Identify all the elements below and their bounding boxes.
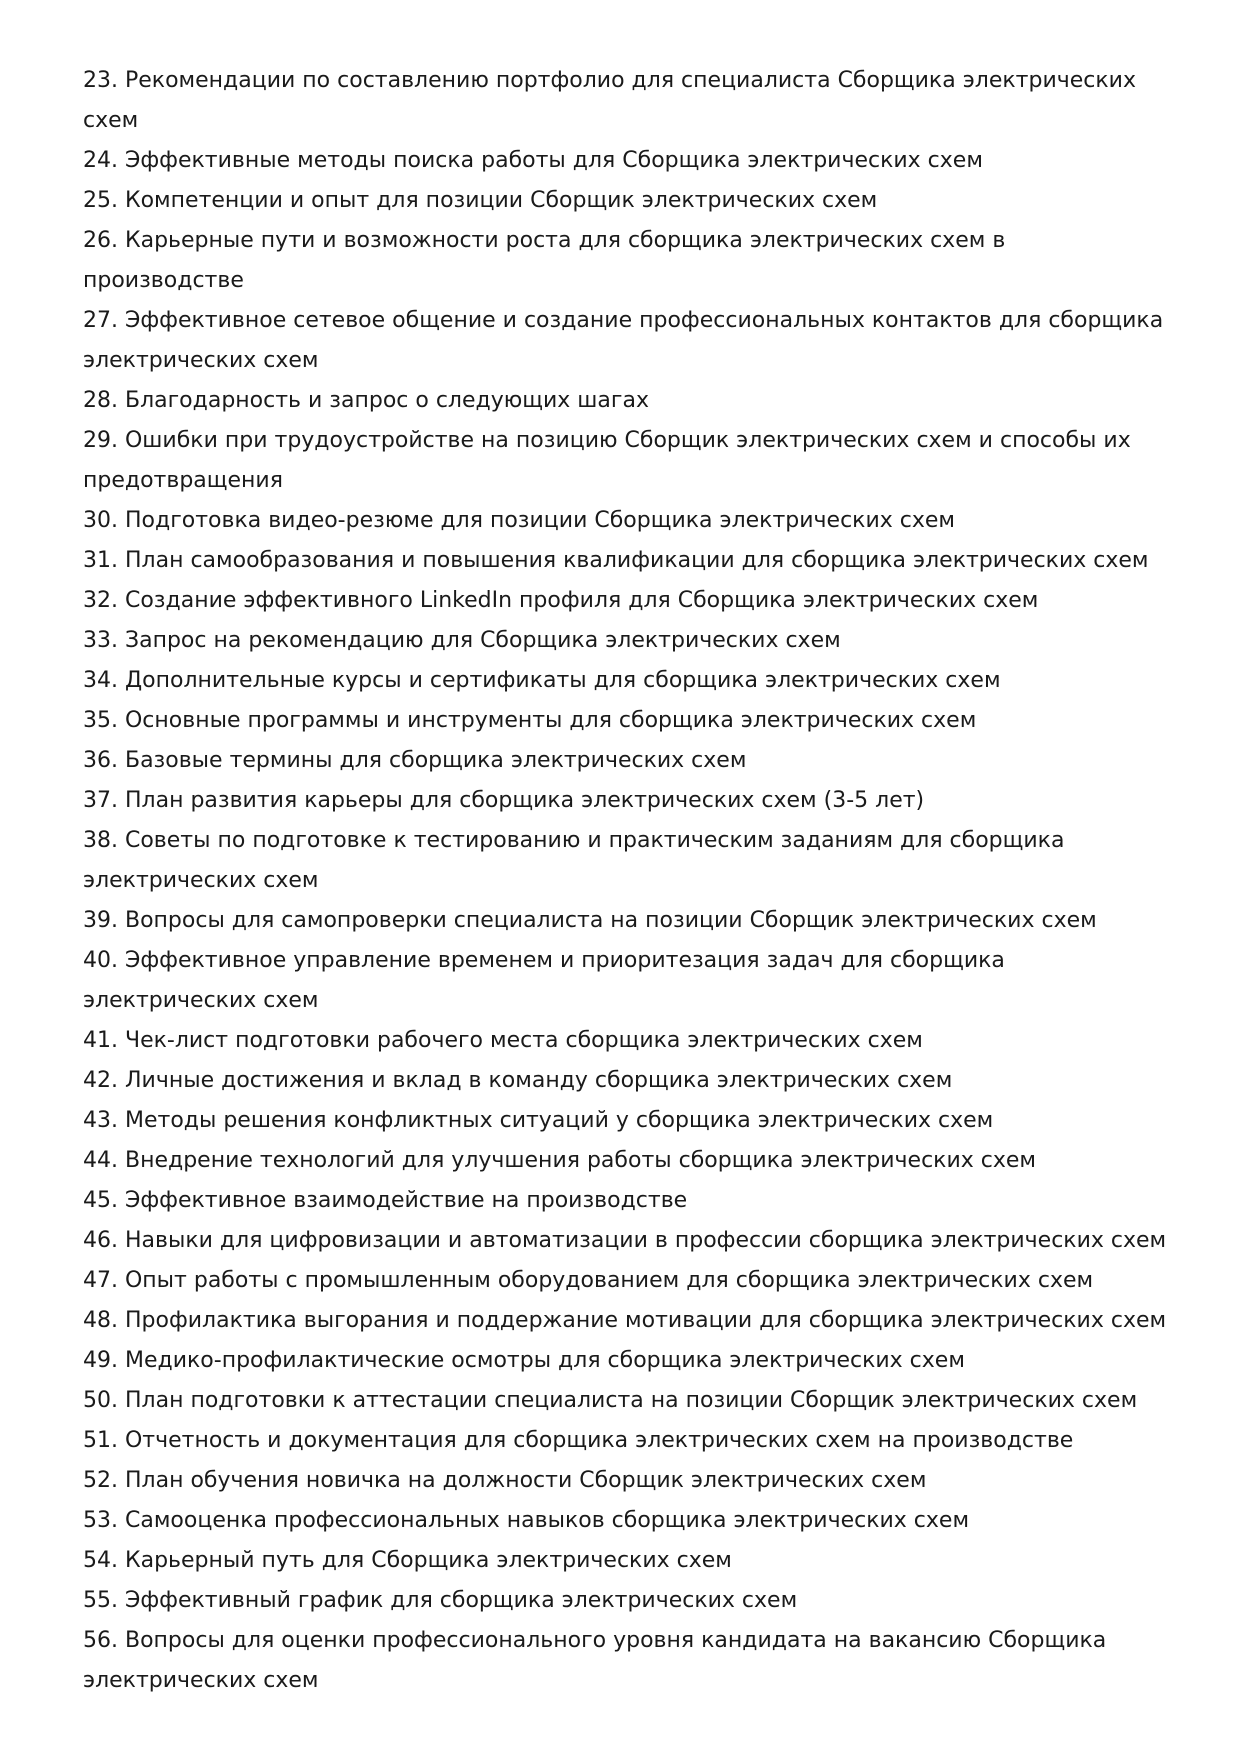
list-item: 53. Самооценка профессиональных навыков сборщика электрических схем xyxy=(83,1508,970,1533)
list-item: 26. Карьерные пути и возможности роста для сборщика электрических схем в производстве xyxy=(83,228,1006,293)
list-item: 52. План обучения новичка на должности Сборщик электрических схем xyxy=(83,1468,927,1493)
list-item: 47. Опыт работы с промышленным оборудованием для сборщика электрических схем xyxy=(83,1268,1094,1293)
list-item: 35. Основные программы и инструменты для сборщика электрических схем xyxy=(83,708,977,733)
list-item: 50. План подготовки к аттестации специалиста на позиции Сборщик электрических схем xyxy=(83,1388,1138,1413)
list-item: 24. Эффективные методы поиска работы для Сборщика электрических схем xyxy=(83,148,983,173)
list-item: 30. Подготовка видео-резюме для позиции Сборщика электрических схем xyxy=(83,508,956,533)
list-item: 43. Методы решения конфликтных ситуаций у сборщика электрических схем xyxy=(83,1108,994,1133)
list-item: 27. Эффективное сетевое общение и создание профессиональных контактов для сборщика электрических схем xyxy=(83,308,1164,373)
list-item: 38. Советы по подготовке к тестированию и практическим заданиям для сборщика электрических схем xyxy=(83,828,1065,893)
list-item: 34. Дополнительные курсы и сертификаты для сборщика электрических схем xyxy=(83,668,1001,693)
list-item: 33. Запрос на рекомендацию для Сборщика электрических схем xyxy=(83,628,841,653)
list-item: 32. Создание эффективного LinkedIn профиля для Сборщика электрических схем xyxy=(83,588,1039,613)
list-item: 31. План самообразования и повышения квалификации для сборщика электрических схем xyxy=(83,548,1149,573)
list-item: 29. Ошибки при трудоустройстве на позицию Сборщик электрических схем и способы их предотвращения xyxy=(83,428,1131,493)
list-item: 55. Эффективный график для сборщика электрических схем xyxy=(83,1588,798,1613)
list-item: 25. Компетенции и опыт для позиции Сборщик электрических схем xyxy=(83,188,878,213)
list-item: 36. Базовые термины для сборщика электрических схем xyxy=(83,748,747,773)
list-item: 51. Отчетность и документация для сборщика электрических схем на производстве xyxy=(83,1428,1074,1453)
list-item: 46. Навыки для цифровизации и автоматизации в профессии сборщика электрических схем xyxy=(83,1228,1167,1253)
list-item: 48. Профилактика выгорания и поддержание мотивации для сборщика электрических схем xyxy=(83,1308,1167,1333)
list-item: 42. Личные достижения и вклад в команду сборщика электрических схем xyxy=(83,1068,953,1093)
list-item: 49. Медико-профилактические осмотры для сборщика электрических схем xyxy=(83,1348,965,1373)
table-of-contents-list xyxy=(83,61,1168,1701)
list-item: 40. Эффективное управление временем и приоритезация задач для сборщика электрических схем xyxy=(83,948,1005,1013)
list-item: 28. Благодарность и запрос о следующих шагах xyxy=(83,388,649,413)
list-item: 39. Вопросы для самопроверки специалиста на позиции Сборщик электрических схем xyxy=(83,908,1097,933)
list-item: 37. План развития карьеры для сборщика электрических схем (3-5 лет) xyxy=(83,788,925,813)
list-item: 45. Эффективное взаимодействие на производстве xyxy=(83,1188,688,1213)
list-item: 54. Карьерный путь для Сборщика электрических схем xyxy=(83,1548,732,1573)
list-item: 44. Внедрение технологий для улучшения работы сборщика электрических схем xyxy=(83,1148,1037,1173)
list-item: 23. Рекомендации по составлению портфолио для специалиста Сборщика электрических схем xyxy=(83,68,1136,133)
list-item: 41. Чек-лист подготовки рабочего места сборщика электрических схем xyxy=(83,1028,923,1053)
list-item: 56. Вопросы для оценки профессионального уровня кандидата на вакансию Сборщика электрических схем xyxy=(83,1628,1107,1693)
